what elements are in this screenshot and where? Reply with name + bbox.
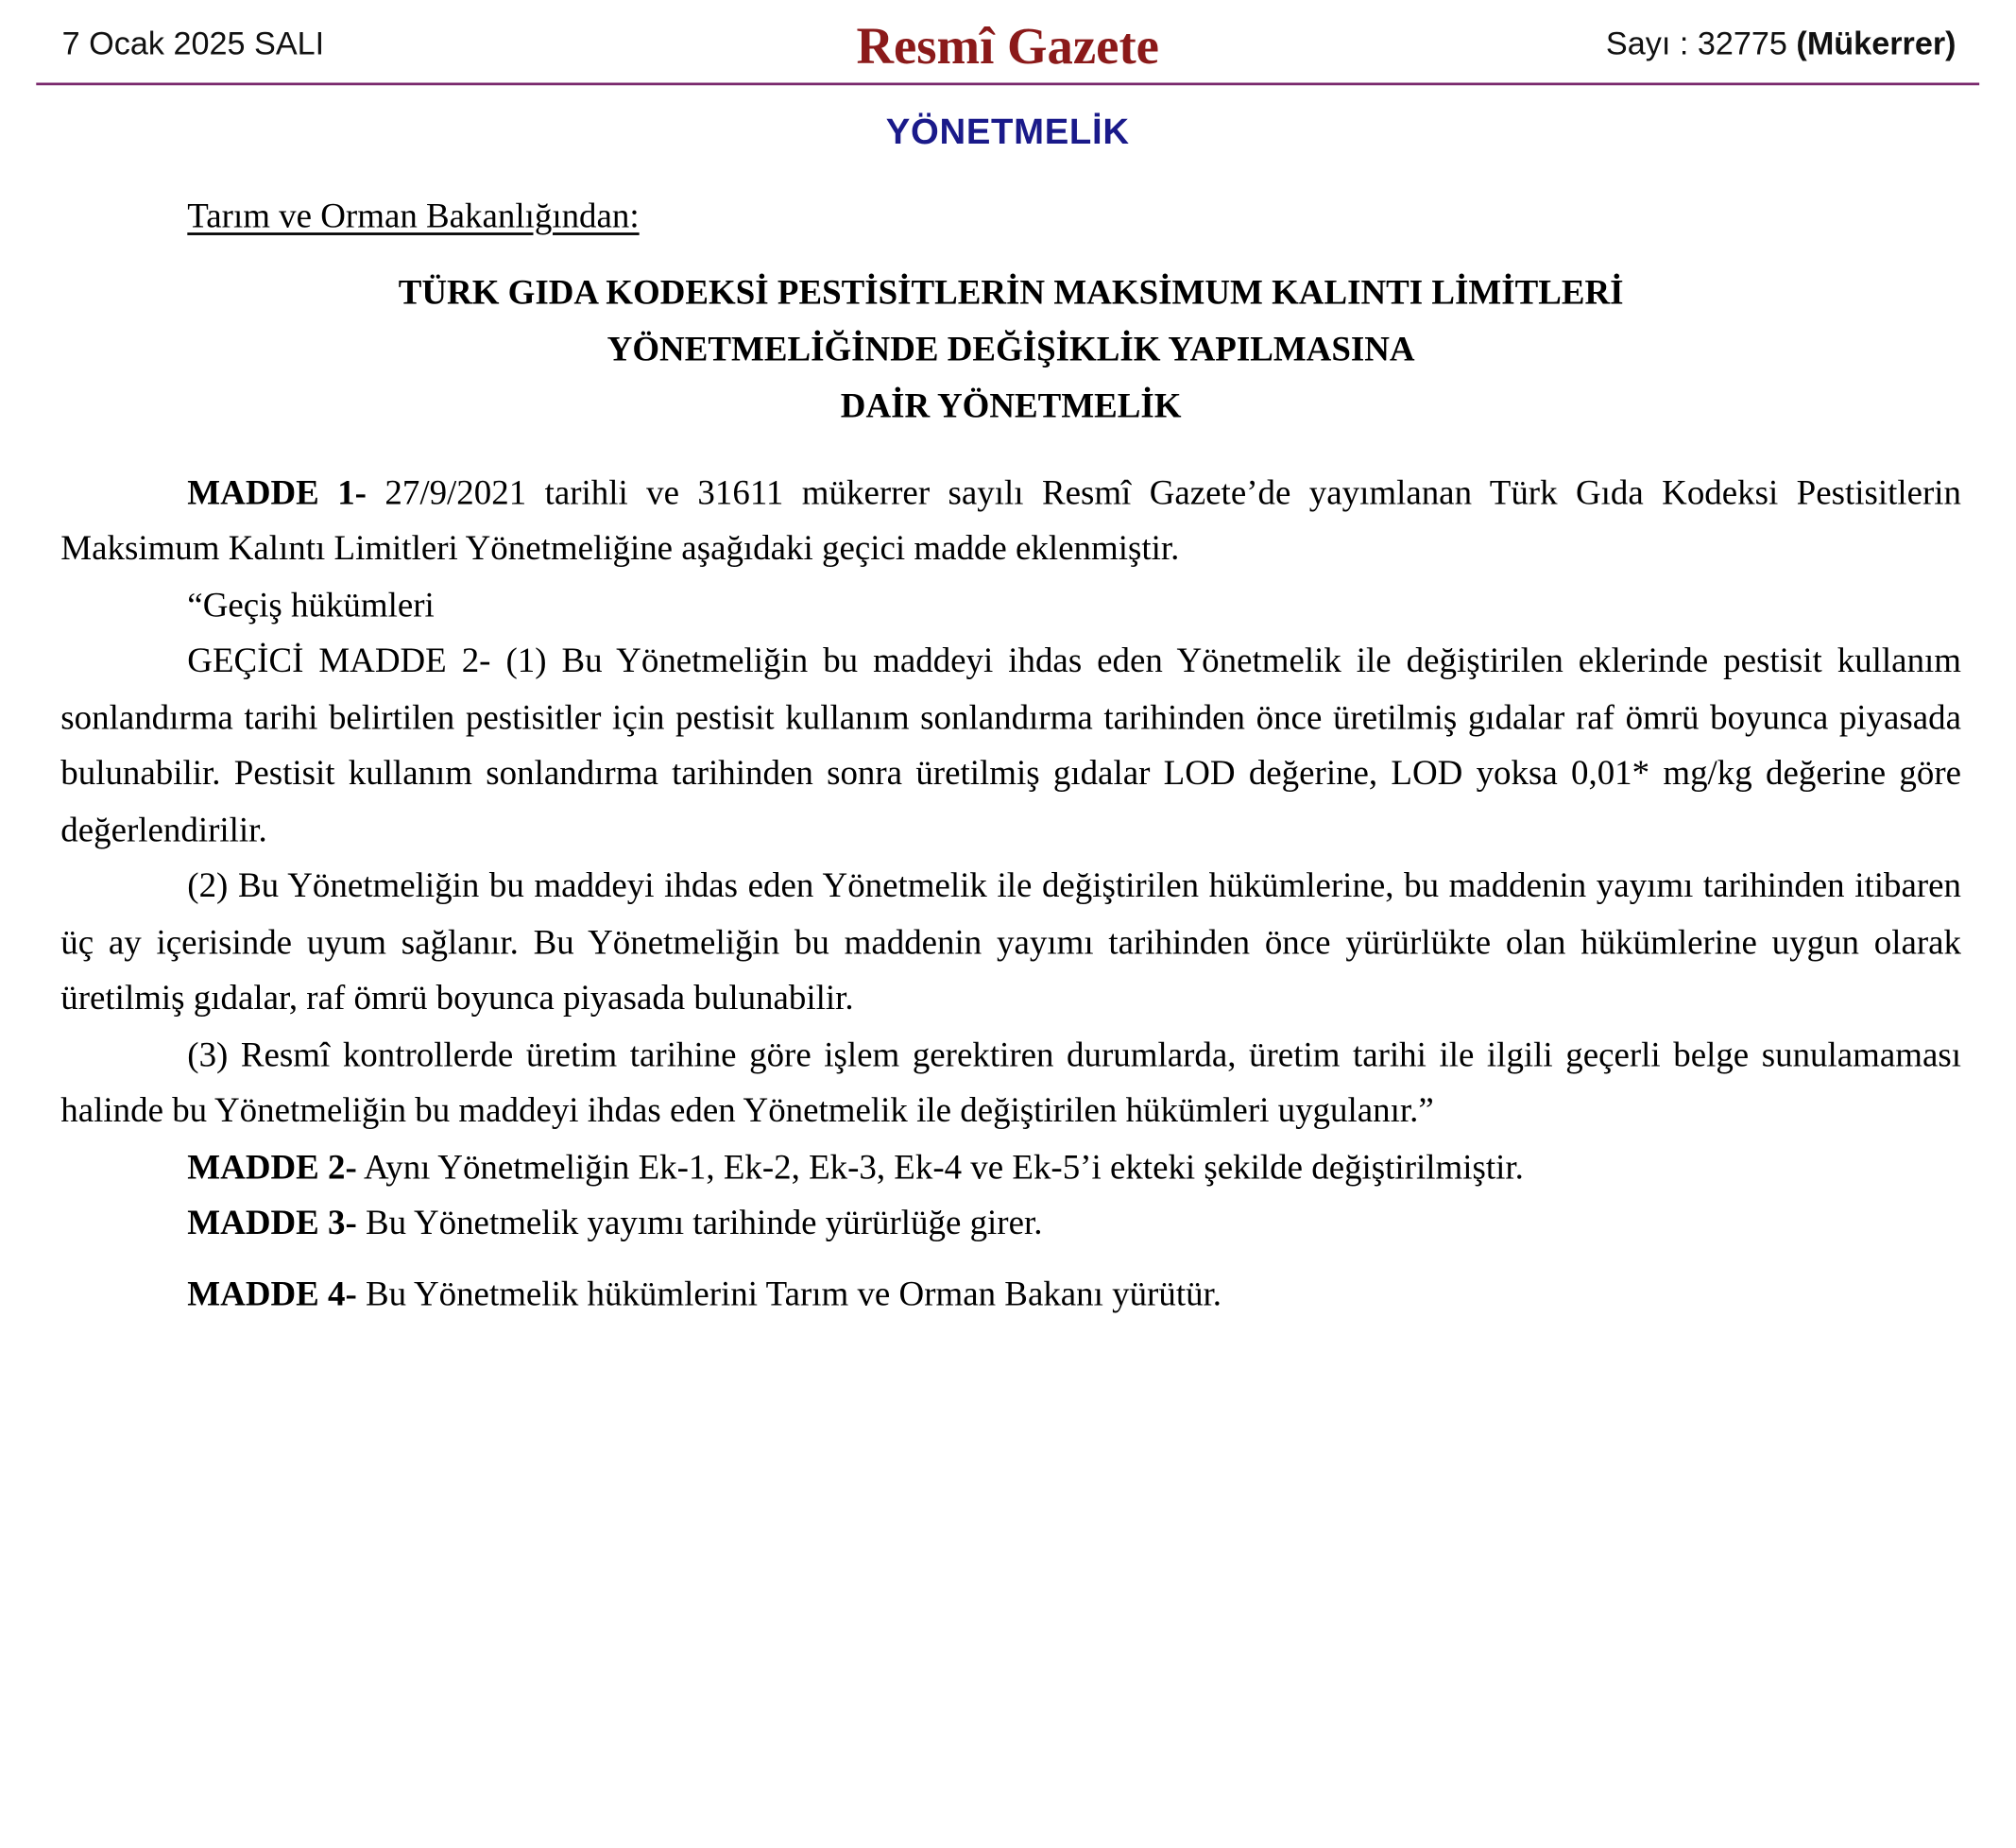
article-label: MADDE 1- bbox=[187, 471, 367, 511]
provisional-article-paragraph-2: (2) Bu Yönetmeliğin bu maddeyi ihdas eden Yönetmelik ile değiştirilen hükümlerine, bu maddenin yayımı tarihinden itibaren üç ay içerisinde uyum sağlanır. Bu Yönetmeliğin bu maddenin yayımı tarihinden önce yürürlükte olan hükümlerine uygun olarak üretilmiş gıdalar, raf ömrü boyunca piyasada bulunabilir. bbox=[60, 865, 1962, 1018]
article-label: MADDE 2- bbox=[187, 1146, 357, 1186]
regulation-title-line: DAİR YÖNETMELİK bbox=[840, 385, 1182, 425]
articles bbox=[60, 465, 1961, 1322]
provisional-article-paragraph-3: (3) Resmî kontrollerde üretim tarihine göre işlem gerektiren durumlarda, üretim tarihi ile ilgili geçerli belge sunulamaması halinde bu Yönetmeliğin bu maddeyi ihdas eden Yönetmelik ile değiştirilen hükümleri uygulanır.” bbox=[60, 1034, 1962, 1130]
masthead-title: Resmî Gazete bbox=[856, 16, 1159, 76]
issue-flag: (Mükerrer) bbox=[1796, 26, 1956, 62]
section-title: YÖNETMELİK bbox=[885, 111, 1130, 152]
article-4 bbox=[60, 1266, 1961, 1322]
article-text: 27/9/2021 tarihli ve 31611 mükerrer sayılı Resmî Gazete’de yayımlanan Türk Gıda Kodeksi Pestisitlerin Maksimum Kalıntı Limitleri Yönetmeliğine aşağıdaki geçici madde eklenmiştir. bbox=[60, 471, 1962, 568]
article-text: Bu Yönetmelik hükümlerini Tarım ve Orman Bakanı yürütür. bbox=[366, 1273, 1222, 1312]
transition-heading: “Geçiş hükümleri bbox=[187, 584, 435, 624]
regulation-title-line: TÜRK GIDA KODEKSİ PESTİSİTLERİN MAKSİMUM KALINTI LİMİTLERİ bbox=[398, 271, 1624, 311]
article-label: MADDE 4- bbox=[187, 1273, 357, 1312]
regulation-title-line: YÖNETMELİĞİNDE DEĞİŞİKLİK YAPILMASINA bbox=[607, 329, 1415, 368]
document-body bbox=[60, 189, 1961, 1322]
article-1 bbox=[60, 465, 1961, 577]
article-text: Bu Yönetmelik yayımı tarihinde yürürlüğe girer. bbox=[366, 1203, 1043, 1242]
issuing-ministry: Tarım ve Orman Bakanlığından: bbox=[187, 196, 640, 235]
article-label: MADDE 3- bbox=[187, 1203, 357, 1242]
issue-date: 7 Ocak 2025 SALI bbox=[61, 26, 325, 62]
article-2 bbox=[60, 1139, 1961, 1195]
regulation-title bbox=[60, 263, 1961, 434]
gazette-header bbox=[36, 0, 1979, 85]
issue-number-label: Sayı : 32775 bbox=[1605, 26, 1787, 62]
article-3 bbox=[60, 1195, 1961, 1251]
provisional-article-paragraph-1: GEÇİCİ MADDE 2- (1) Bu Yönetmeliğin bu maddeyi ihdas eden Yönetmelik ile değiştirilen eklerinde pestisit kullanım sonlandırma tarihi belirtilen pestisitler için pestisit kullanım sonlandırma tarihinden önce üretilmiş gıdalar raf ömrü boyunca piyasada bulunabilir. Pestisit kullanım sonlandırma tarihinden sonra üretilmiş gıdalar LOD değerine, LOD yoksa 0,01* mg/kg değerine göre değerlendirilir. bbox=[60, 641, 1962, 848]
issue-number bbox=[1606, 26, 1956, 63]
article-text: Aynı Yönetmeliğin Ek-1, Ek-2, Ek-3, Ek-4 ve Ek-5’i ekteki şekilde değiştirilmiştir. bbox=[363, 1146, 1524, 1186]
